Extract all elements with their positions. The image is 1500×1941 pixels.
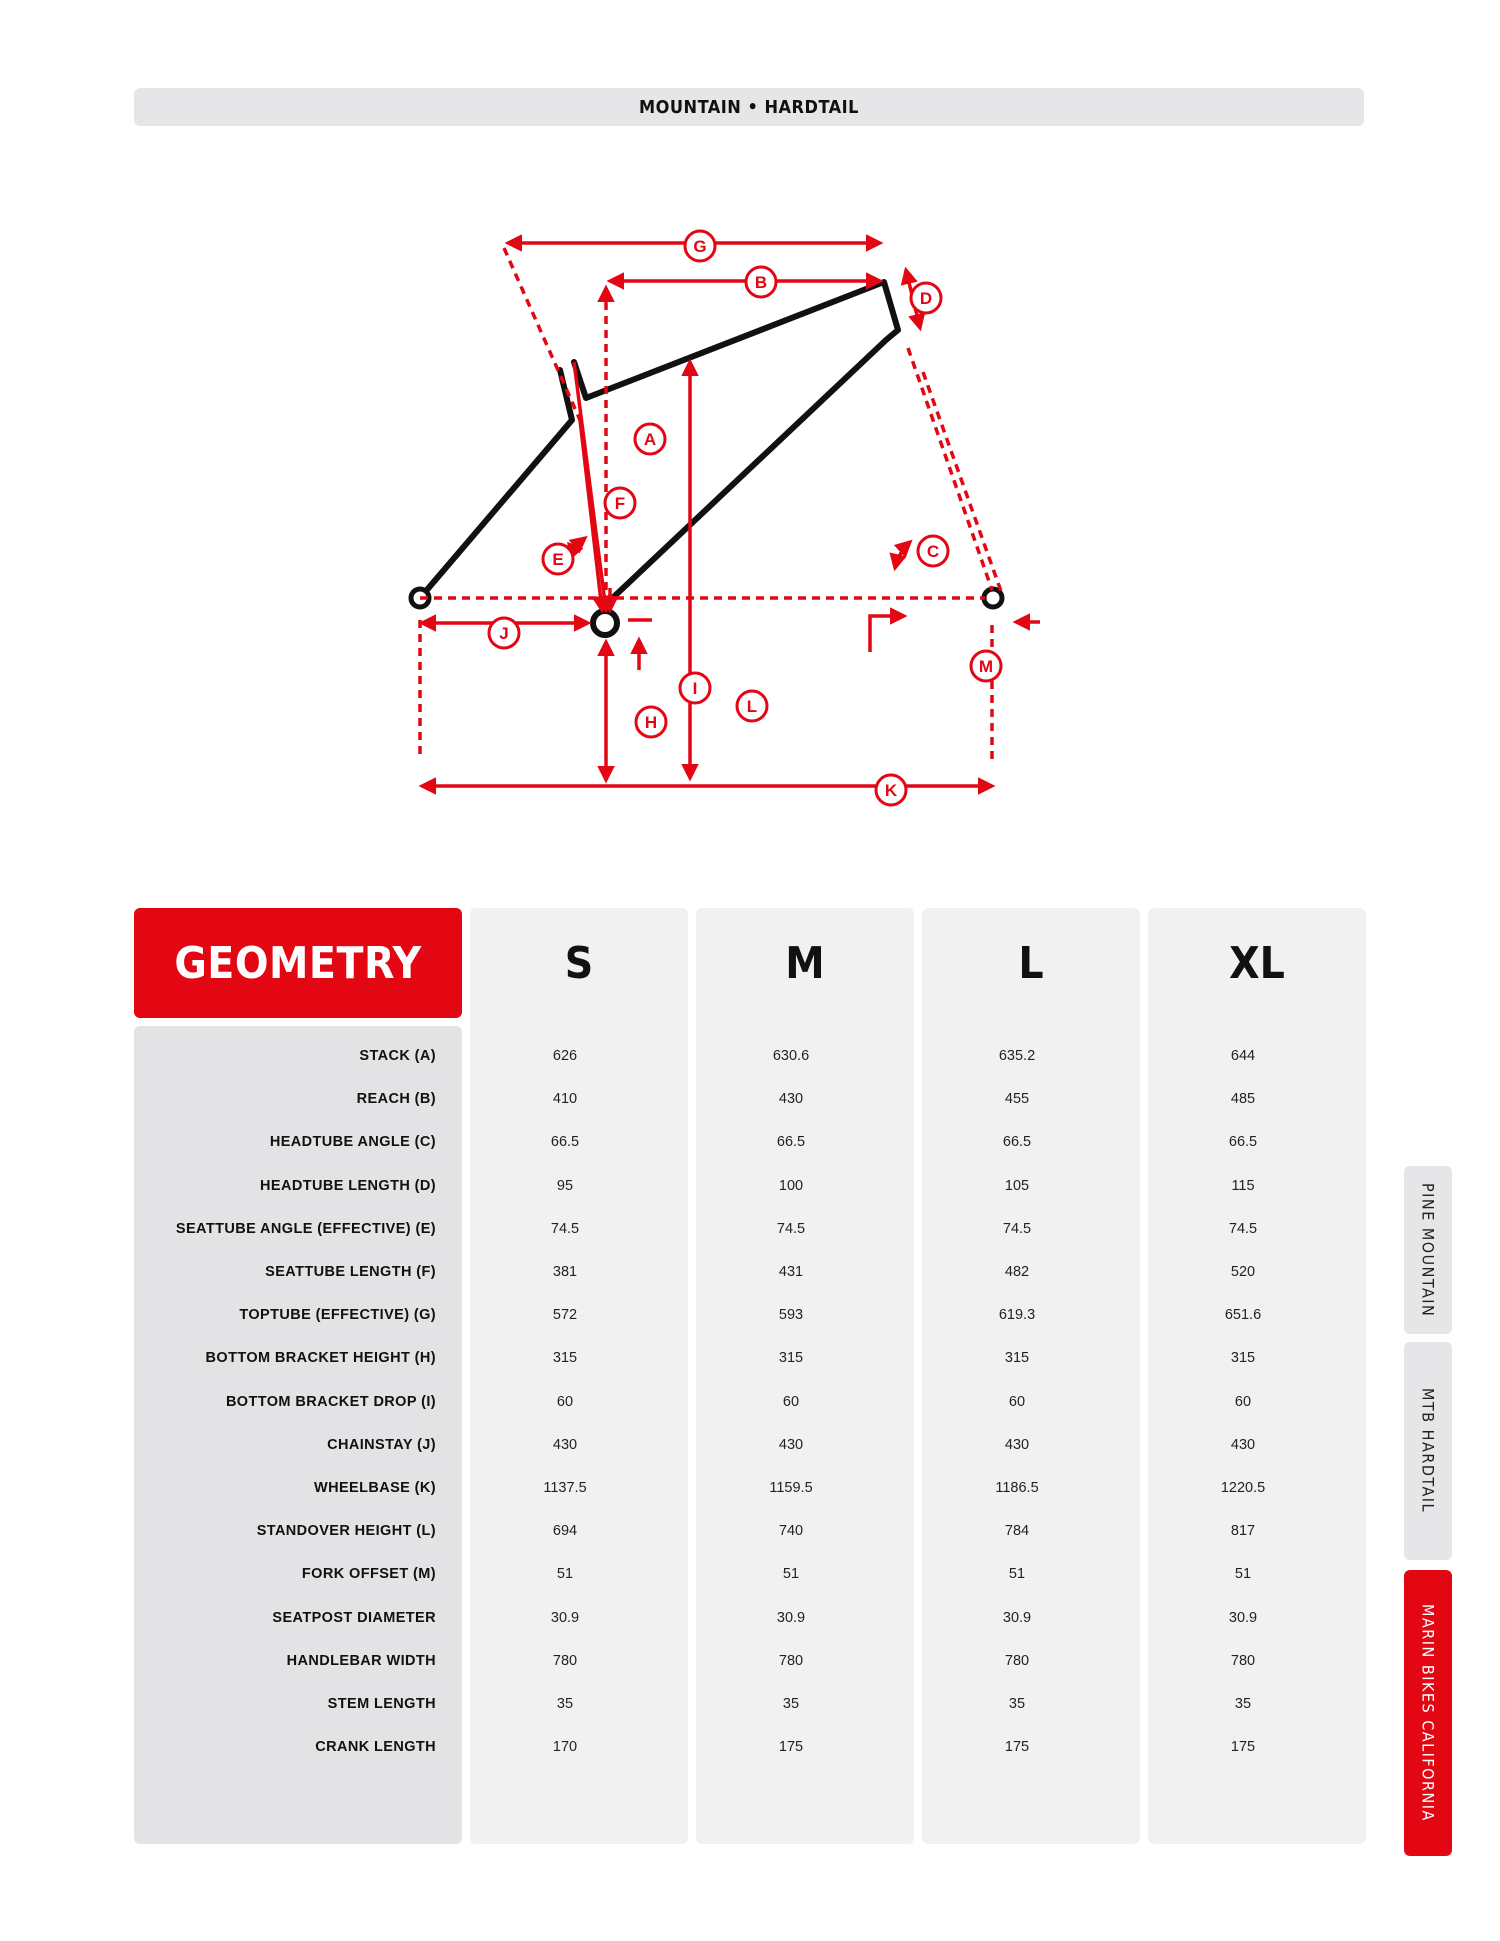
row-label: WHEELBASE (K) [314, 1480, 436, 1496]
row-label: SEATPOST DIAMETER [272, 1609, 436, 1626]
category-title: MOUNTAIN • HARDTAIL [639, 96, 859, 118]
tab-marin-bikes-california[interactable] [1404, 1570, 1452, 1856]
tab-pine-mountain-label: PINE MOUNTAIN [1418, 1182, 1438, 1318]
table-cell: 430 [778, 1436, 804, 1453]
size-column-m [696, 908, 914, 1844]
dimension-badge-a [635, 424, 665, 454]
dimension-badge-b [746, 267, 776, 297]
tab-mtb-hardtail-label: MTB HARDTAIL [1418, 1388, 1438, 1514]
table-cell: 315 [1004, 1350, 1030, 1367]
table-cell: 60 [1008, 1393, 1026, 1410]
table-cell: 630.6 [772, 1048, 810, 1064]
table-cell: 74.5 [1002, 1220, 1032, 1237]
table-cell: 60 [556, 1393, 574, 1410]
dimension-badge-l [737, 691, 767, 721]
svg-text:J: J [499, 624, 509, 643]
table-cell: 784 [1004, 1523, 1030, 1540]
table-cell: 572 [552, 1307, 578, 1324]
dimension-badge-j [489, 618, 519, 648]
table-cell: 780 [1004, 1652, 1030, 1669]
dimension-badge-e [543, 544, 573, 574]
table-cell: 1186.5 [995, 1480, 1039, 1496]
table-cell: 66.5 [1002, 1134, 1032, 1151]
table-cell: 35 [556, 1696, 574, 1712]
table-cell: 30.9 [776, 1609, 806, 1626]
svg-text:E: E [552, 550, 564, 569]
svg-text:C: C [926, 542, 940, 561]
row-label: HANDLEBAR WIDTH [286, 1652, 436, 1669]
size-header: L [1018, 937, 1044, 989]
row-label: STANDOVER HEIGHT (L) [256, 1523, 436, 1540]
svg-text:G: G [693, 237, 707, 256]
table-cell: 66.5 [1228, 1134, 1258, 1151]
table-cell: 626 [552, 1048, 578, 1064]
dimension-badge-f [605, 488, 635, 518]
table-cell: 51 [556, 1566, 574, 1583]
table-cell: 115 [1231, 1177, 1255, 1194]
table-cell: 170 [552, 1739, 578, 1756]
table-cell: 780 [1230, 1652, 1256, 1669]
table-cell: 315 [1230, 1350, 1256, 1367]
table-cell: 175 [1004, 1739, 1030, 1756]
row-label: SEATTUBE ANGLE (EFFECTIVE) (E) [175, 1220, 436, 1237]
svg-text:B: B [754, 273, 768, 292]
table-cell: 51 [1234, 1566, 1252, 1583]
table-cell: 593 [778, 1307, 804, 1324]
row-label: BOTTOM BRACKET HEIGHT (H) [205, 1350, 436, 1367]
dimension-badge-m [971, 651, 1001, 681]
table-cell: 430 [778, 1091, 804, 1108]
svg-text:A: A [643, 430, 657, 449]
table-cell: 51 [782, 1566, 800, 1583]
table-cell: 51 [1008, 1566, 1026, 1583]
table-cell: 1220.5 [1220, 1480, 1266, 1496]
dimension-badge-d [911, 283, 941, 313]
table-cell: 381 [552, 1264, 578, 1280]
size-column-l [922, 908, 1140, 1844]
row-label: SEATTUBE LENGTH (F) [265, 1264, 436, 1280]
table-cell: 431 [778, 1264, 804, 1280]
table-cell: 740 [778, 1523, 804, 1540]
table-cell: 74.5 [776, 1220, 806, 1237]
table-cell: 651.6 [1224, 1307, 1262, 1324]
table-cell: 430 [552, 1436, 578, 1453]
row-label: BOTTOM BRACKET DROP (I) [225, 1393, 436, 1410]
table-cell: 35 [782, 1696, 800, 1712]
table-cell: 30.9 [550, 1609, 580, 1626]
dimension-badge-i [680, 673, 710, 703]
dimension-badge-k [876, 775, 906, 805]
table-cell: 175 [1230, 1739, 1256, 1756]
row-label: STEM LENGTH [327, 1696, 436, 1712]
table-cell: 780 [552, 1652, 578, 1669]
front-axle-icon [984, 589, 1002, 607]
table-cell: 105 [1004, 1177, 1030, 1194]
table-cell: 74.5 [550, 1220, 580, 1237]
table-cell: 455 [1004, 1091, 1030, 1108]
category-header [134, 88, 1364, 126]
table-cell: 30.9 [1228, 1609, 1258, 1626]
table-cell: 74.5 [1228, 1220, 1258, 1237]
row-label: CRANK LENGTH [315, 1739, 436, 1756]
table-cell: 485 [1230, 1091, 1256, 1108]
table-cell: 482 [1004, 1264, 1030, 1280]
table-cell: 66.5 [550, 1134, 580, 1151]
table-cell: 635.2 [998, 1048, 1036, 1064]
table-cell: 780 [778, 1652, 804, 1669]
size-column-xl [1148, 908, 1366, 1844]
size-header: XL [1229, 937, 1285, 989]
table-cell: 694 [552, 1523, 578, 1540]
svg-text:D: D [919, 289, 933, 308]
row-label: TOPTUBE (EFFECTIVE) (G) [239, 1307, 436, 1324]
table-cell: 430 [1004, 1436, 1030, 1453]
svg-text:I: I [692, 679, 698, 698]
dimension-lines [420, 243, 1040, 786]
table-cell: 100 [778, 1177, 804, 1194]
table-cell: 60 [782, 1393, 800, 1410]
row-label: REACH (B) [356, 1091, 436, 1108]
table-cell: 1159.5 [769, 1480, 813, 1496]
table-cell: 644 [1230, 1048, 1256, 1064]
row-label: FORK OFFSET (M) [301, 1566, 436, 1583]
size-column-s [470, 908, 688, 1844]
dimension-badge-h [636, 707, 666, 737]
dimension-badge-c [918, 536, 948, 566]
tab-mtb-hardtail[interactable] [1404, 1342, 1452, 1560]
dimension-badges [489, 231, 1001, 805]
row-label: HEADTUBE ANGLE (C) [269, 1134, 436, 1151]
table-cell: 175 [778, 1739, 804, 1756]
table-cell: 315 [552, 1350, 578, 1367]
table-cell: 430 [1230, 1436, 1256, 1453]
dimension-badge-g [685, 231, 715, 261]
table-cell: 66.5 [776, 1134, 806, 1151]
row-label: HEADTUBE LENGTH (D) [260, 1177, 436, 1194]
svg-text:L: L [746, 697, 758, 716]
table-cell: 35 [1008, 1696, 1026, 1712]
svg-text:M: M [978, 657, 994, 676]
svg-text:H: H [644, 713, 658, 732]
size-header: S [564, 937, 594, 989]
table-cell: 520 [1230, 1264, 1256, 1280]
svg-text:F: F [614, 494, 626, 513]
table-cell: 1137.5 [543, 1480, 587, 1496]
table-cell: 30.9 [1002, 1609, 1032, 1626]
frame-geometry-diagram [380, 200, 1120, 820]
table-cell: 817 [1230, 1523, 1256, 1540]
tab-marin-bikes-california-label: MARIN BIKES CALIFORNIA [1418, 1604, 1438, 1822]
row-labels-column [134, 1026, 462, 1844]
table-cell: 619.3 [998, 1307, 1036, 1324]
table-cell: 95 [556, 1177, 574, 1194]
size-header: M [785, 937, 825, 989]
tab-pine-mountain[interactable] [1404, 1166, 1452, 1334]
table-cell: 35 [1234, 1696, 1252, 1712]
geometry-title: GEOMETRY [134, 908, 462, 1018]
table-cell: 60 [1234, 1393, 1252, 1410]
svg-text:K: K [884, 781, 898, 800]
row-label: STACK (A) [359, 1048, 436, 1064]
table-cell: 410 [552, 1091, 578, 1108]
bottom-bracket-icon [593, 611, 617, 635]
table-cell: 315 [778, 1350, 804, 1367]
row-label: CHAINSTAY (J) [327, 1436, 436, 1453]
